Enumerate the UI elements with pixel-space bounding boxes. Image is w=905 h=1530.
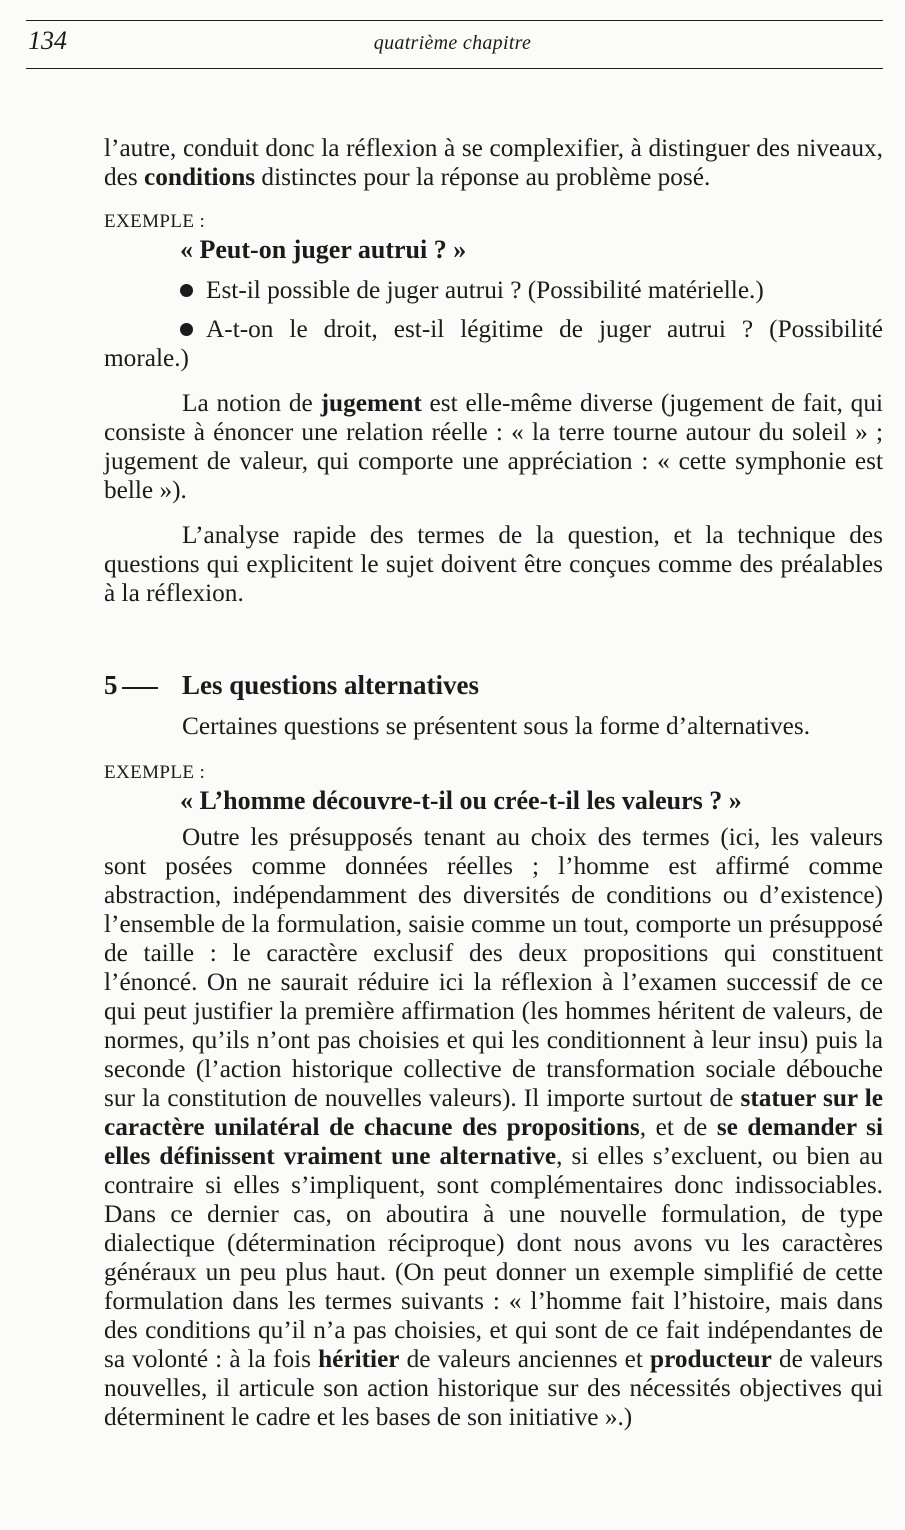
header-rule-bottom (26, 68, 883, 69)
section-intro: Certaines questions se présentent sous la forme d’alternatives. (182, 712, 811, 740)
example-question-1: « Peut-on juger autrui ? » (180, 235, 467, 264)
emphasis-producteur: producteur (650, 1345, 772, 1373)
section-dash (122, 687, 158, 689)
example-label-2: EXEMPLE : (104, 762, 206, 783)
section-number: 5 (104, 668, 182, 702)
section-heading (104, 668, 883, 702)
emphasis-heritier: héritier (318, 1345, 400, 1373)
paragraph-1: l’autre, conduit donc la réflexion à se complexifier, à distinguer des niveaux, des conditions distinctes pour la réponse au problème posé. (104, 134, 883, 191)
bullet-dot-icon (180, 323, 193, 336)
paragraph-3: L’analyse rapide des termes de la question, et la technique des questions qui explicitent le sujet doivent être conçues comme des préalables à la réflexion. (104, 521, 883, 607)
emphasis-conditions: conditions (144, 163, 256, 191)
bullet-dot-icon (180, 284, 193, 297)
emphasis-alternative: se demander si elles définissent vraiment une alternative (104, 1113, 883, 1170)
paragraph-4: Outre les présupposés tenant au choix des termes (ici, les valeurs sont posées comme données réelles ; l’homme est affirmé comme abstraction, indépendamment des diversités de conditions ou d’existence) l’ensemble de la formulation, saisie comme un tout, comporte un présupposé de taille : le caractère exclusif des deux propositions qui constituent l’énoncé. On ne saurait réduire ici la réflexion à l’examen successif de ce qui peut justifier la première affirmation (les hommes héritent de valeurs, de normes, qu’ils n’ont pas choisies et qui les conditionnent à leur insu) puis la seconde (l’action historique collective de transformation sociale débouche sur la constitution de nouvelles valeurs). Il importe surtout de statuer sur le caractère unilatéral de chacune des propositions, et de se demander si elles définissent vraiment une alternative, si elles s’excluent, ou bien au contraire si elles s’impliquent, sont complémentaires donc indissociables. Dans ce dernier cas, on aboutira à une nouvelle formulation, de type dialectique (détermination réciproque) dont nous avons vu les caractères généraux un peu plus haut. (On peut donner un exemple simplifié de cette formulation dans les termes suivants : « l’homme fait l’histoire, mais dans des conditions qu’il n’a pas choisies, et qui sont de ce fait indépendantes de sa volonté : à la fois héritier de valeurs anciennes et producteur de valeurs nouvelles, il articule son action historique sur des nécessités objectives qui déterminent le cadre et les bases de son initiative ».) (104, 823, 884, 1431)
header-rule-top (26, 20, 883, 21)
section-title: Les questions alternatives (182, 670, 479, 700)
paragraph-2: La notion de jugement est elle-même diverse (jugement de fait, qui consiste à énoncer une relation réelle : « la terre tourne autour du soleil » ; jugement de valeur, qui comporte une appréciation : « cette symphonie est belle »). (104, 389, 883, 504)
bullet-item-2: A-t-on le droit, est-il légitime de juger autrui ? (Possibilité morale.) (104, 315, 883, 372)
running-title: quatrième chapitre (373, 32, 532, 54)
page-number: 134 (28, 26, 67, 55)
bullet-item-1: Est-il possible de juger autrui ? (Possibilité matérielle.) (104, 276, 883, 305)
page-body (104, 134, 883, 1432)
example-question-2: « L’homme découvre-t-il ou crée-t-il les valeurs ? » (180, 786, 742, 815)
emphasis-statuer: statuer sur le caractère unilatéral de chacune des propositions (104, 1084, 884, 1141)
emphasis-jugement: jugement (320, 389, 422, 417)
example-label-1: EXEMPLE : (104, 211, 206, 232)
